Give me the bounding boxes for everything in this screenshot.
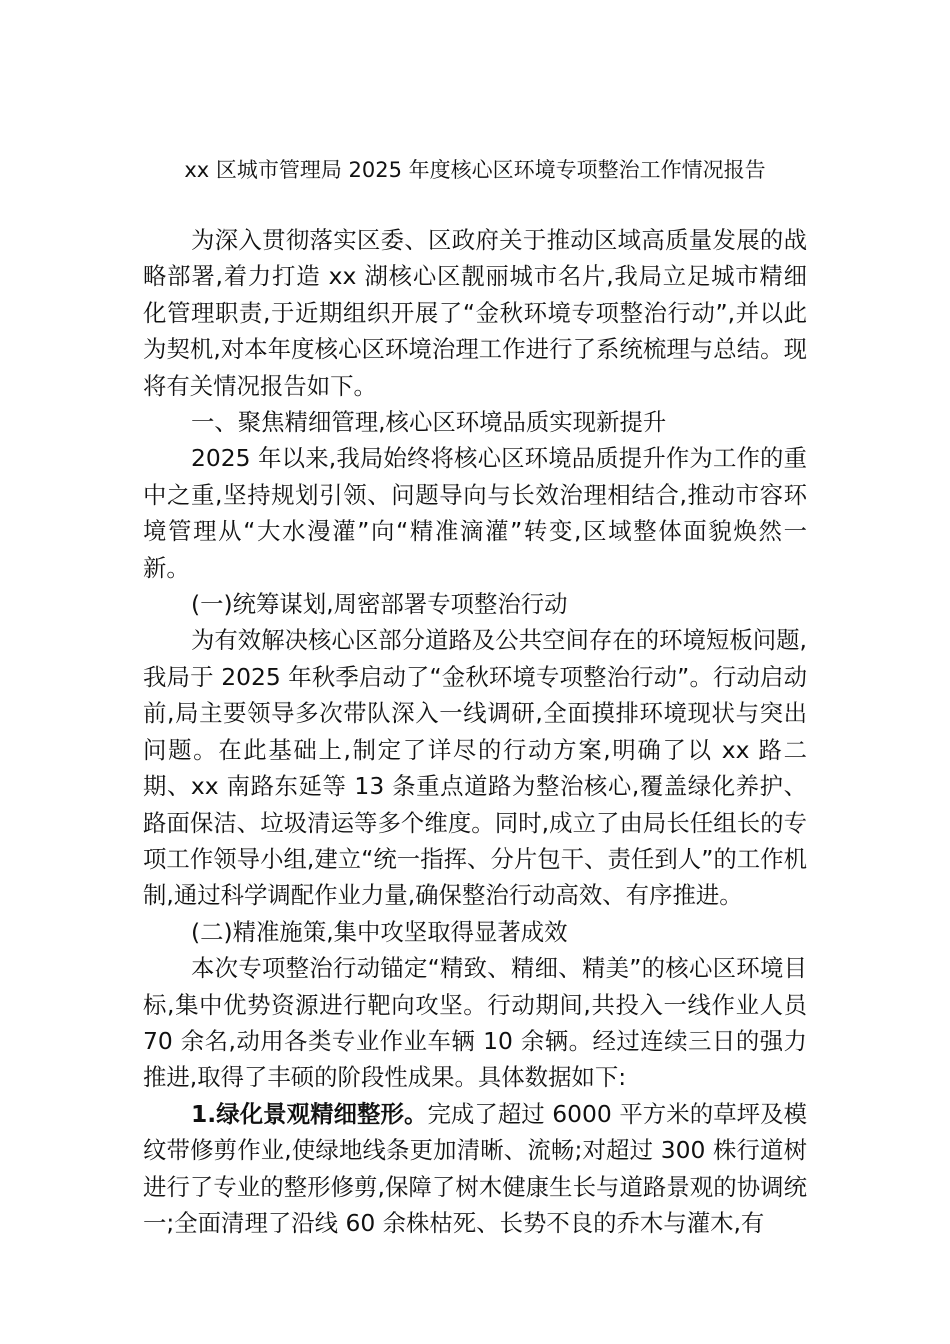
item-lead-1: 1.绿化景观精细整形。	[191, 1099, 428, 1128]
section-paragraph-1: 2025 年以来,我局始终将核心区环境品质提升作为工作的重中之重,坚持规划引领、问题导向与长效治理相结合,推动市容环境管理从“大水漫灌”向“精准滴灌”转变,区域整体面貌焕然一新。	[143, 444, 807, 582]
section-heading-1: 一、聚焦精细管理,核心区环境品质实现新提升	[191, 408, 667, 437]
item-paragraph-1	[143, 1096, 807, 1242]
intro-paragraph: 为深入贯彻落实区委、区政府关于推动区域高质量发展的战略部署,着力打造 xx 湖核心区靓丽城市名片,我局立足城市精细化管理职责,于近期组织开展了“金秋环境专项整治行动”,并以此为契机,对本年度核心区环境治理工作进行了系统梳理与总结。现将有关情况报告如下。	[143, 226, 807, 400]
subsection-paragraph-2: 本次专项整治行动锚定“精致、精细、精美”的核心区环境目标,集中优势资源进行靶向攻坚。行动期间,共投入一线作业人员 70 余名,动用各类专业作业车辆 10 余辆。经过连续三日的强力推进,取得了丰硕的阶段性成果。具体数据如下:	[143, 954, 807, 1092]
subsection-paragraph-1: 为有效解决核心区部分道路及公共空间存在的环境短板问题,我局于 2025 年秋季启动了“金秋环境专项整治行动”。行动启动前,局主要领导多次带队深入一线调研,全面摸排环境现状与突出问题。在此基础上,制定了详尽的行动方案,明确了以 xx 路二期、xx 南路东延等 13 条重点道路为整治核心,覆盖绿化养护、路面保洁、垃圾清运等多个维度。同时,成立了由局长任组长的专项工作领导小组,建立“统一指挥、分片包干、责任到人”的工作机制,通过科学调配作业力量,确保整治行动高效、有序推进。	[143, 626, 807, 910]
document-body	[143, 222, 807, 1241]
subsection-heading-2: (二)精准施策,集中攻坚取得显著成效	[191, 917, 568, 946]
item-text-1: 完成了超过 6000 平方米的草坪及模纹带修剪作业,使绿地线条更加清晰、流畅;对超过 300 株行道树进行了专业的整形修剪,保障了树木健康生长与道路景观的协调统一;全面清理了沿线 60 余株枯死、长势不良的乔木与灌木,有	[143, 1099, 807, 1237]
subsection-heading-1: (一)统筹谋划,周密部署专项整治行动	[191, 590, 568, 619]
document-title: xx 区城市管理局 2025 年度核心区环境专项整治工作情况报告	[184, 158, 766, 182]
